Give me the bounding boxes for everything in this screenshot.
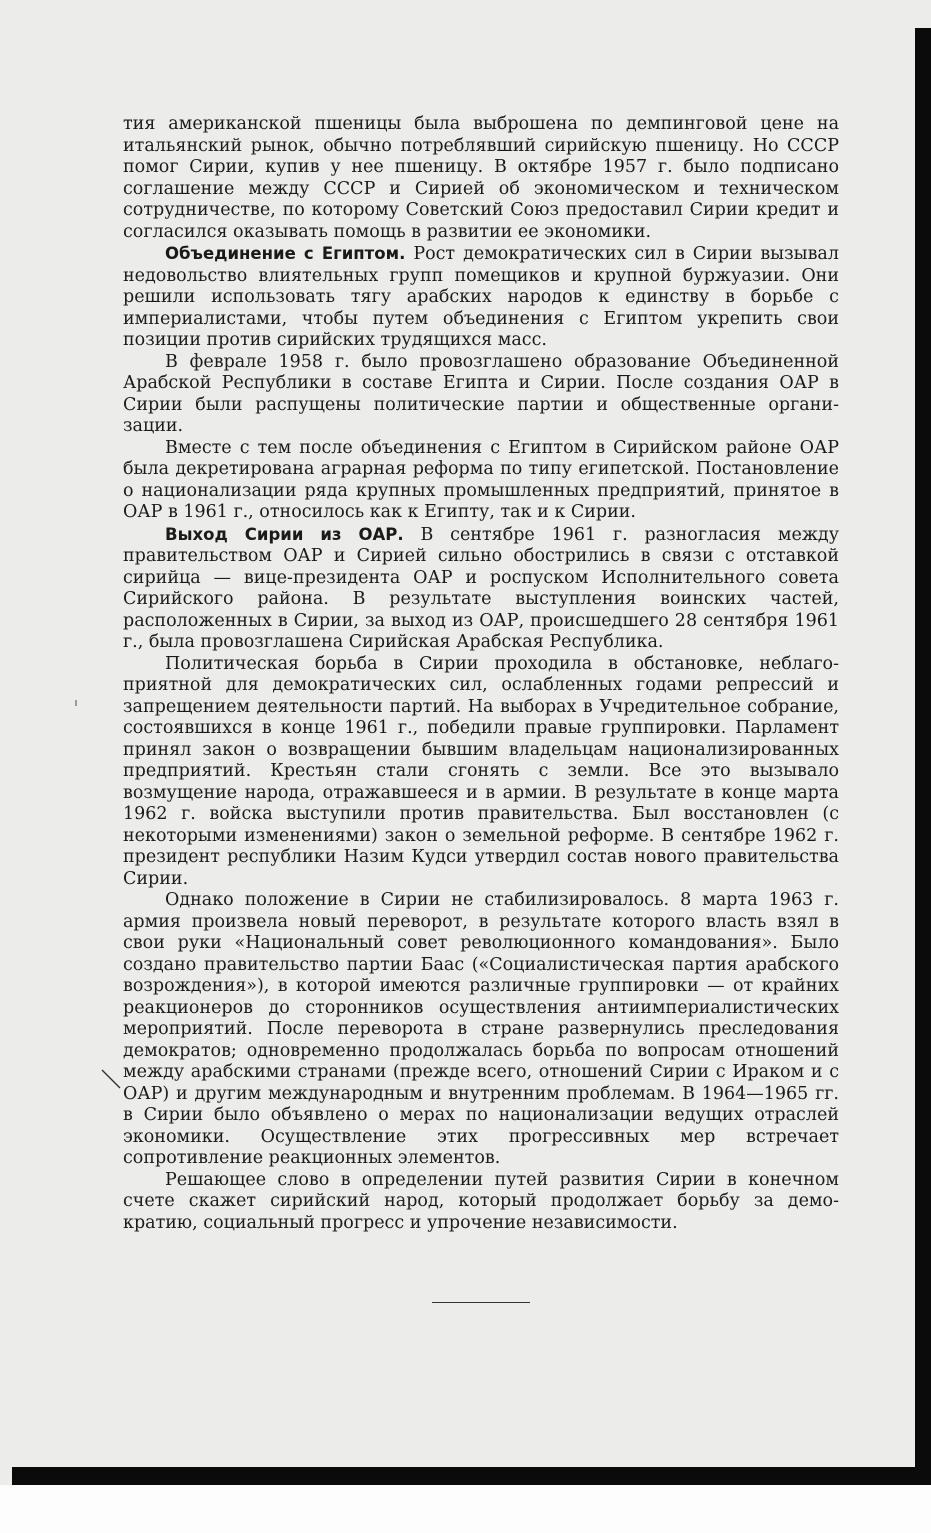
page-bottom-edge [12, 1467, 931, 1485]
paragraph [123, 114, 839, 243]
scan-margin [0, 1485, 931, 1533]
section-heading-syria-exit: Выход Сирии из ОАР. [165, 524, 404, 544]
page-spine-shadow [915, 28, 931, 1470]
paragraph [123, 890, 839, 1170]
paragraph [123, 1170, 839, 1235]
paragraph-text: В феврале 1958 г. было провозглашено образование Объединенной Арабской Республики в составе Египта и Сирии. После создания ОАР в Сирии были распущены политические партии и общественные организации. [123, 351, 839, 436]
paragraph-text: В сентябре 1961 г. разногласия между правительством ОАР и Сирией сильно обострились в связи с отставкой сирийца — вице-президента ОАР и роспуском Исполнительного совета Сирийского района. В результате выступления воинских частей, расположенных в Сирии, за выход из ОАР, происшедшего 28 сентября 1961 г., была провозглашена Сирийская Арабская Республика. [123, 524, 839, 652]
paragraph-text: Рост демократических сил в Сирии вызывал недовольство влиятельных групп помещиков и крупной буржуазии. Они решили использовать тягу арабских народов к единству в борьбе с империалистами, чтобы путем объединения с Египтом укрепить свои позиции против сирийских трудящихся масс. [123, 244, 839, 350]
margin-pen-mark [100, 1068, 122, 1090]
scan-speck [75, 700, 77, 706]
paragraph [123, 352, 839, 438]
paragraph-text: Однако положение в Сирии не стабилизировалось. 8 марта 1963 г. армия произвела новый переворот, в результате которого власть взял в свои руки «Национальный совет революционного командования». Было создано правительство партии Баас («Социалистическая партия арабского возрождения»), в которой имеются различные группировки — от крайних реакционеров до сторонников осуществления антиимпериалистических мероприятий. После переворота в стране развернулись преследования демократов; одновременно продолжалась борьба по вопросам отношений между арабскими странами (прежде всего, отношений Сирии с Ираком и с ОАР) и другим международным и внутренним проблемам. В 1964—1965 гг. в Сирии было объявлено о мерах по национализации ведущих отраслей экономики. Осуществление этих прогрессивных мер встречает сопротивление реакционных элементов. [123, 890, 839, 1168]
paragraph-text: тия американской пшеницы была выброшена по демпинговой цене на итальянский рынок, обычно потреблявший сирийскую пшеницу. Но СССР помог Сирии, купив у нее пшеницу. В октябре 1957 г. было подписано соглашение между СССР и Сирией об экономическом и техническом сотрудничестве, по которому Советский Союз предоставил Сирии кредит и согласился оказывать помощь в развитии ее экономики. [123, 114, 839, 242]
paragraph-text: Политическая борьба в Сирии проходила в обстановке, неблагоприятной для демократических сил, ослабленных годами репрессий и запрещением деятельности партий. На выборах в Учредительное собрание, состоявшихся в конце 1961 г., победили правые группировки. Парламент принял закон о возвращении бывшим владельцам национализированных предприятий. Крестьян стали сгонять с земли. Все это вызывало возмущение народа, отражавшееся и в армии. В результате в конце марта 1962 г. войска выступили против правительства. Был восстановлен (с некоторыми изменениями) закон о земельной реформе. В сентябре 1962 г. президент республики Назим Кудси утвердил состав нового правительства Сирии. [123, 653, 839, 889]
paragraph [123, 243, 839, 352]
paragraph [123, 654, 839, 891]
paragraph [123, 438, 839, 524]
body-text [123, 114, 839, 1234]
paragraph-text: Вместе с тем после объединения с Египтом в Сирийском районе ОАР была декретирована аграрная реформа по типу египетской. Постановление о национализации ряда крупных промышленных предприятий, принятое в ОАР в 1961 г., относилось как к Египту, так и к Сирии. [123, 437, 839, 522]
paragraph-text: Решающее слово в определении путей развития Сирии в конечном счете скажет сирийский народ, который продолжает борьбу за демократию, социальный прогресс и упрочение независимости. [123, 1169, 839, 1233]
end-rule [432, 1302, 530, 1303]
paragraph [123, 524, 839, 654]
section-heading-union-with-egypt: Объединение с Египтом. [165, 244, 406, 263]
